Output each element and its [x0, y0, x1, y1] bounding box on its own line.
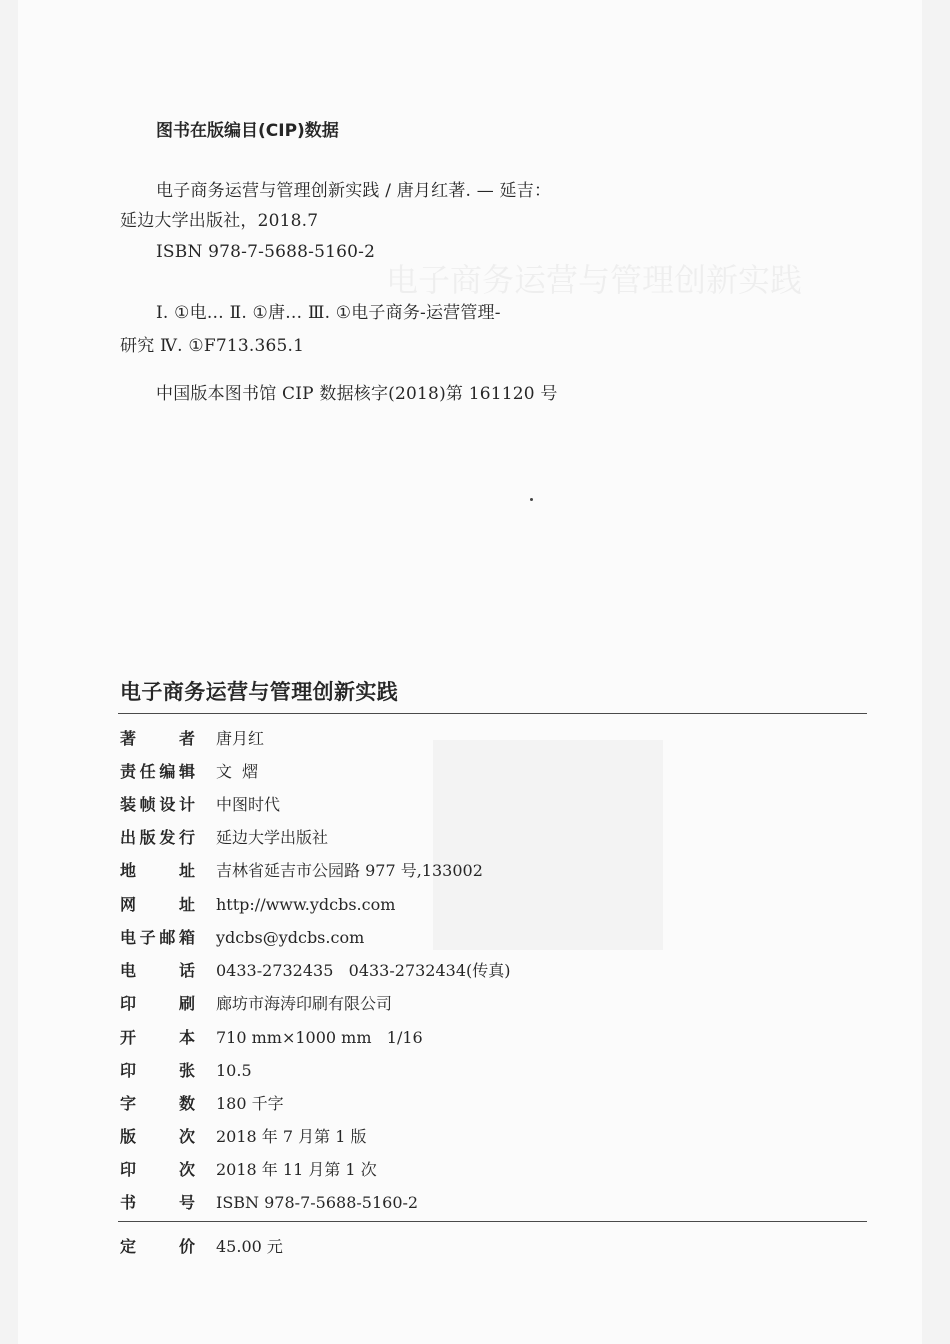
colophon-value: 廊坊市海涛印刷有限公司	[216, 994, 393, 1013]
colophon-label: 装帧设计	[120, 795, 195, 814]
colophon-label: 版次	[120, 1127, 195, 1146]
colophon-label: 电话	[120, 961, 195, 980]
colophon-label: 印张	[120, 1061, 195, 1080]
colophon-value: 中图时代	[216, 795, 281, 814]
colophon-bottom-rule	[118, 1221, 867, 1222]
colophon-row-price	[120, 1235, 283, 1259]
colophon-label: 著者	[120, 729, 195, 748]
colophon-value: 180 千字	[216, 1094, 284, 1113]
colophon-label: 网址	[120, 895, 195, 914]
show-through-title: 电子商务运营与管理创新实践	[385, 261, 802, 299]
colophon-value: 2018 年 11 月第 1 次	[216, 1160, 377, 1179]
colophon-value: 10.5	[216, 1061, 252, 1080]
colophon-value: ISBN 978-7-5688-5160-2	[216, 1193, 419, 1212]
colophon-row-website	[120, 893, 395, 917]
colophon-row-isbn	[120, 1191, 418, 1215]
colophon-row-word-count	[120, 1092, 284, 1116]
colophon-label: 责任编辑	[120, 762, 195, 781]
colophon-label: 地址	[120, 861, 195, 880]
price-label: 定价	[120, 1237, 195, 1256]
cip-isbn-line: ISBN 978-7-5688-5160-2	[156, 242, 376, 262]
cip-record-number: 中国版本图书馆 CIP 数据核字(2018)第 161120 号	[156, 384, 558, 404]
colophon-label: 印刷	[120, 994, 195, 1013]
colophon-row-phone	[120, 959, 511, 983]
paper-speck	[530, 498, 533, 501]
book-copyright-page	[18, 0, 922, 1344]
colophon-top-rule	[118, 713, 867, 714]
show-through-block	[433, 740, 663, 950]
cip-subjects-line-1: Ⅰ. ①电… Ⅱ. ①唐… Ⅲ. ①电子商务-运营管理-	[156, 303, 501, 323]
colophon-row-design	[120, 793, 280, 817]
colophon-value: 文 熠	[216, 762, 259, 781]
colophon-row-printing	[120, 1158, 377, 1182]
price-value: 45.00 元	[216, 1237, 283, 1256]
colophon-book-title: 电子商务运营与管理创新实践	[120, 680, 399, 704]
colophon-value: 2018 年 7 月第 1 版	[216, 1127, 367, 1146]
colophon-row-edition	[120, 1125, 367, 1149]
cip-entry-line-2: 延边大学出版社，2018.7	[120, 211, 319, 231]
colophon-row-format	[120, 1026, 423, 1050]
colophon-label: 书号	[120, 1193, 195, 1212]
cip-entry-line-1: 电子商务运营与管理创新实践 / 唐月红著. — 延吉：	[156, 181, 552, 201]
colophon-value: 0433-2732435 0433-2732434(传真)	[216, 961, 511, 980]
colophon-label: 开本	[120, 1028, 195, 1047]
colophon-value: 延边大学出版社	[216, 828, 329, 847]
cip-subjects-line-2: 研究 Ⅳ. ①F713.365.1	[120, 336, 305, 356]
colophon-value: 710 mm×1000 mm 1/16	[216, 1028, 423, 1047]
colophon-row-printer	[120, 992, 392, 1016]
colophon-label: 出版发行	[120, 828, 195, 847]
colophon-row-author	[120, 727, 264, 751]
colophon-label: 字数	[120, 1094, 195, 1113]
colophon-row-publisher	[120, 826, 328, 850]
colophon-label: 印次	[120, 1160, 195, 1179]
colophon-value: 吉林省延吉市公园路 977 号,133002	[216, 861, 483, 880]
cip-heading: 图书在版编目(CIP)数据	[156, 121, 339, 141]
colophon-value: ydcbs@ydcbs.com	[216, 928, 365, 947]
colophon-label: 电子邮箱	[120, 928, 195, 947]
colophon-row-email	[120, 926, 364, 950]
colophon-row-editor	[120, 760, 258, 784]
colophon-value: http://www.ydcbs.com	[216, 895, 396, 914]
colophon-row-address	[120, 859, 483, 883]
colophon-value: 唐月红	[216, 729, 265, 748]
colophon-row-sheets	[120, 1059, 252, 1083]
